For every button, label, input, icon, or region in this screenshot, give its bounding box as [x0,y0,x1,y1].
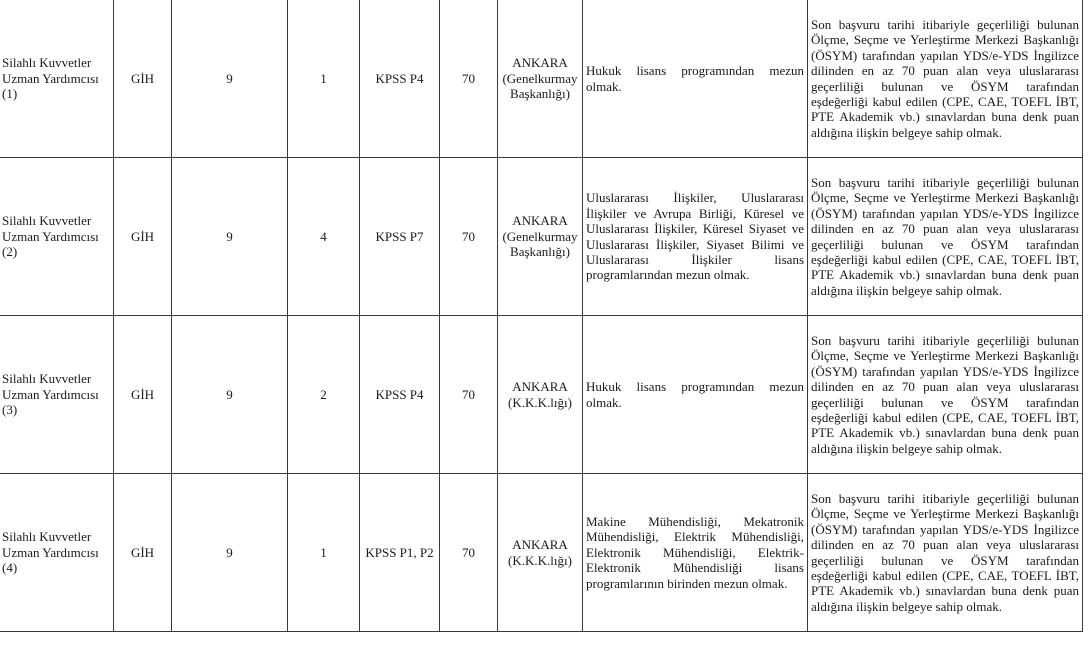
count-cell: 4 [288,158,360,316]
position-cell: Silahlı Kuvvetler Uzman Yardımcısı (2) [0,158,114,316]
language-requirement-cell: Son başvuru tarihi itibariyle geçerliliği bulunan Ölçme, Seçme ve Yerleştirme Merkezi Başkanlığı (ÖSYM) tarafından yapılan YDS/e-YDS İngilizce dilinden en az 70 puan alan veya uluslararası geçerliliği bulunan ve ÖSYM tarafından eşdeğerliği kabul edilen (CPE, CAE, TOEFL İBT, PTE Akademik vb.) sınavlardan buna denk puan aldığına ilişkin belgeye sahip olmak. [808,316,1083,474]
exam-cell: KPSS P1, P2 [360,474,440,632]
location-cell: ANKARA (Genelkurmay Başkanlığı) [498,158,583,316]
count-cell: 1 [288,0,360,158]
position-cell: Silahlı Kuvvetler Uzman Yardımcısı (3) [0,316,114,474]
location-cell: ANKARA (K.K.K.lığı) [498,474,583,632]
location-cell: ANKARA (Genelkurmay Başkanlığı) [498,0,583,158]
count-cell: 2 [288,316,360,474]
education-cell: Makine Mühendisliği, Mekatronik Mühendisliği, Elektrik Mühendisliği, Elektronik Mühendisliği, Elektrik-Elektronik Mühendisliği lisans programlarının birinden mezun olmak. [583,474,808,632]
language-requirement-cell: Son başvuru tarihi itibariyle geçerliliği bulunan Ölçme, Seçme ve Yerleştirme Merkezi Başkanlığı (ÖSYM) tarafından yapılan YDS/e-YDS İngilizce dilinden en az 70 puan alan veya uluslararası geçerliliği bulunan ve ÖSYM tarafından eşdeğerliği kabul edilen (CPE, CAE, TOEFL İBT, PTE Akademik vb.) sınavlardan buna denk puan aldığına ilişkin belgeye sahip olmak. [808,158,1083,316]
grade-cell: 9 [172,158,288,316]
position-cell: Silahlı Kuvvetler Uzman Yardımcısı (1) [0,0,114,158]
education-cell: Uluslararası İlişkiler, Uluslararası İlişkiler ve Avrupa Birliği, Küresel ve Uluslararası İlişkiler, Küresel Siyaset ve Uluslararası İlişkiler, Siyaset Bilimi ve Uluslararası İlişkiler lisans programlarından mezun olmak. [583,158,808,316]
count-cell: 1 [288,474,360,632]
location-cell: ANKARA (K.K.K.lığı) [498,316,583,474]
score-cell: 70 [440,0,498,158]
score-cell: 70 [440,474,498,632]
table-row [0,316,1083,474]
grade-cell: 9 [172,474,288,632]
grade-cell: 9 [172,0,288,158]
education-cell: Hukuk lisans programından mezun olmak. [583,316,808,474]
class-cell: GİH [114,474,172,632]
class-cell: GİH [114,158,172,316]
table-row [0,158,1083,316]
class-cell: GİH [114,0,172,158]
exam-cell: KPSS P7 [360,158,440,316]
score-cell: 70 [440,316,498,474]
exam-cell: KPSS P4 [360,316,440,474]
grade-cell: 9 [172,316,288,474]
score-cell: 70 [440,158,498,316]
exam-cell: KPSS P4 [360,0,440,158]
language-requirement-cell: Son başvuru tarihi itibariyle geçerliliği bulunan Ölçme, Seçme ve Yerleştirme Merkezi Başkanlığı (ÖSYM) tarafından yapılan YDS/e-YDS İngilizce dilinden en az 70 puan alan veya uluslararası geçerliliği bulunan ve ÖSYM tarafından eşdeğerliği kabul edilen (CPE, CAE, TOEFL İBT, PTE Akademik vb.) sınavlardan buna denk puan aldığına ilişkin belgeye sahip olmak. [808,474,1083,632]
table-row [0,0,1083,158]
language-requirement-cell: Son başvuru tarihi itibariyle geçerliliği bulunan Ölçme, Seçme ve Yerleştirme Merkezi Başkanlığı (ÖSYM) tarafından yapılan YDS/e-YDS İngilizce dilinden en az 70 puan alan veya uluslararası geçerliliği bulunan ve ÖSYM tarafından eşdeğerliği kabul edilen (CPE, CAE, TOEFL İBT, PTE Akademik vb.) sınavlardan buna denk puan aldığına ilişkin belgeye sahip olmak. [808,0,1083,158]
education-cell: Hukuk lisans programından mezun olmak. [583,0,808,158]
class-cell: GİH [114,316,172,474]
table-row [0,474,1083,632]
position-cell: Silahlı Kuvvetler Uzman Yardımcısı (4) [0,474,114,632]
